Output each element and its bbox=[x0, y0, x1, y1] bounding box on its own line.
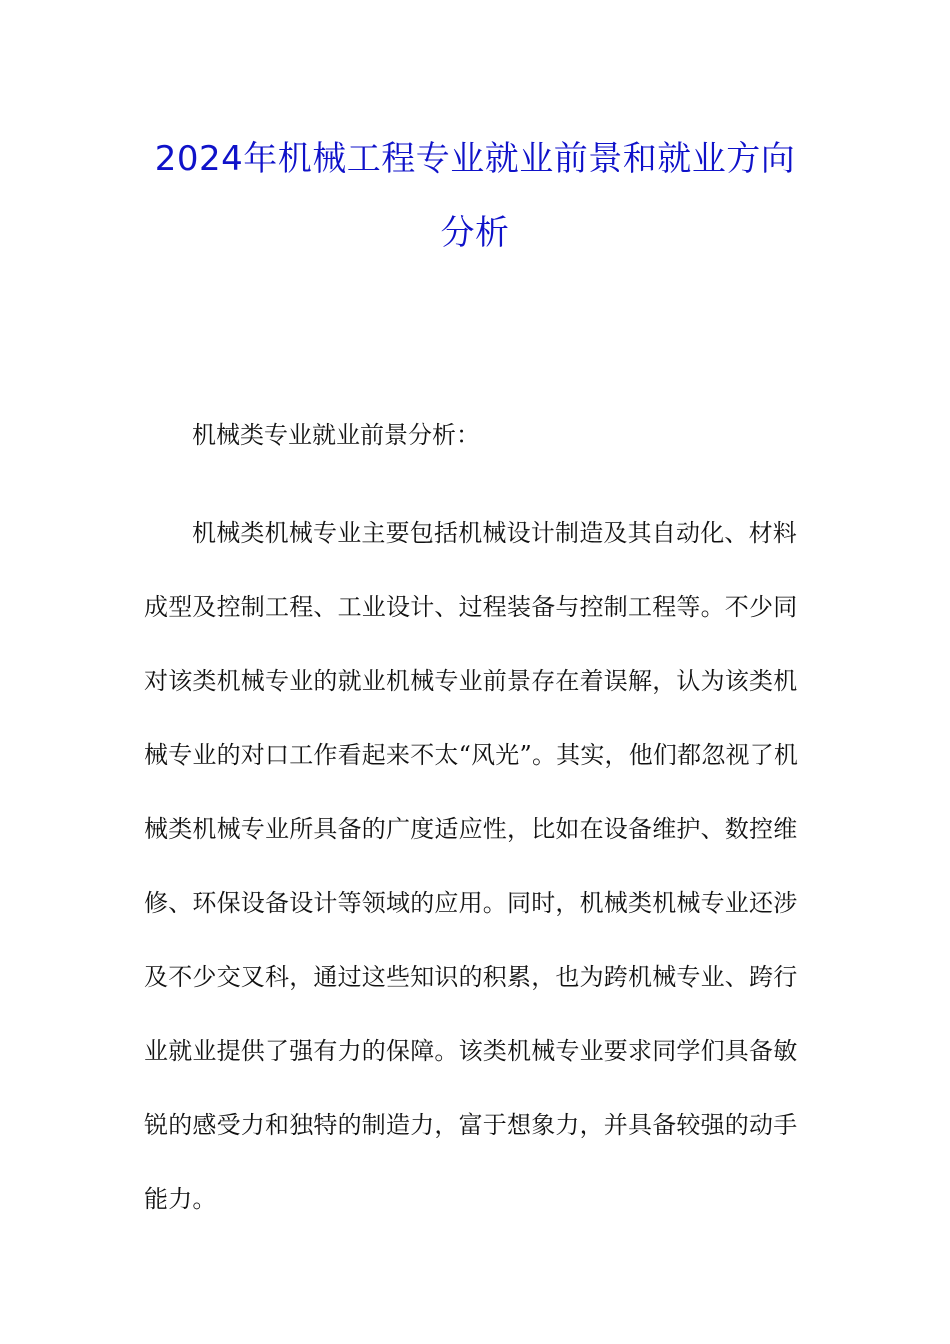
section-heading: 机械类专业就业前景分析： bbox=[192, 421, 480, 449]
title-line-2: 分析 bbox=[440, 213, 510, 253]
body-paragraph: 机械类机械专业主要包括机械设计制造及其自动化、材料成型及控制工程、工业设计、过程装备与控制工程等。不少同对该类机械专业的就业机械专业前景存在着误解，认为该类机械专业的对口工作看起来不太“风光”。其实，他们都忽视了机械类机械专业所具备的广度适应性，比如在设备维护、数控维修、环保设备设计等领域的应用。同时，机械类机械专业还涉及不少交叉科，通过这些知识的积累，也为跨机械专业、跨行业就业提供了强有力的保障。该类机械专业要求同学们具备敏锐的感受力和独特的制造力，富于想象力，并具备较强的动手能力。 bbox=[144, 519, 799, 1213]
title-line-1: 2024年机械工程专业就业前景和就业方向 bbox=[154, 139, 796, 179]
document-title bbox=[130, 122, 820, 270]
